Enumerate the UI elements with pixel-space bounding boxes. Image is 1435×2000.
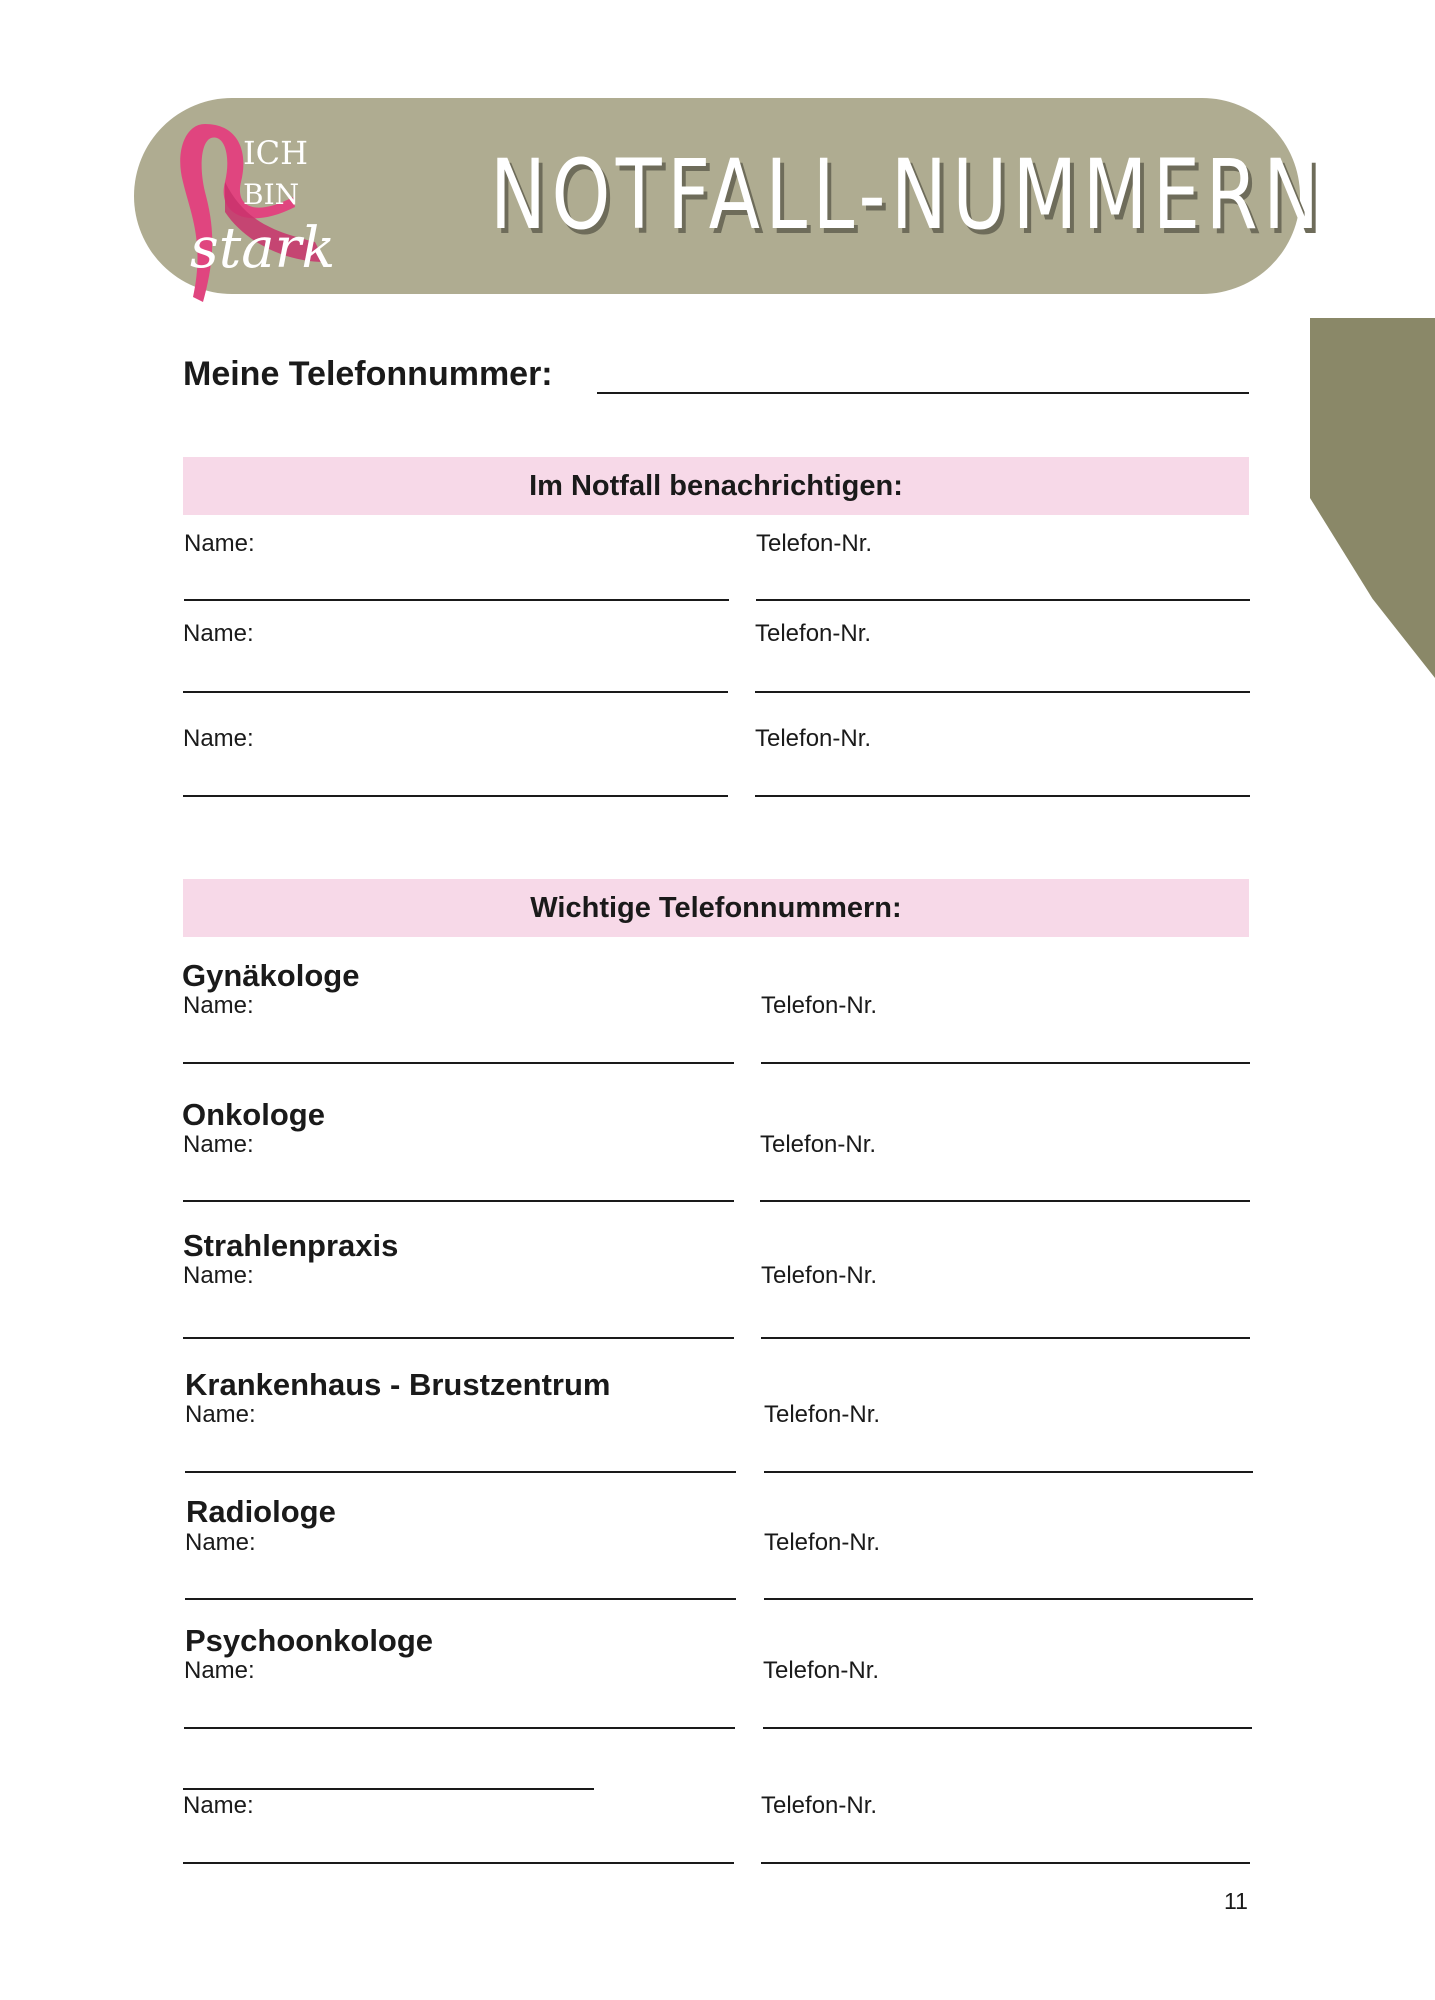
emergency-phone-line[interactable] (756, 599, 1250, 601)
entry-phone-line[interactable] (760, 1200, 1250, 1202)
entry-name-label: Name: (184, 1657, 255, 1684)
emergency-name-line[interactable] (183, 691, 728, 693)
logo-line3: stark (190, 216, 336, 281)
entry-name-label: Name: (183, 1792, 254, 1819)
emergency-phone-line[interactable] (755, 795, 1250, 797)
entry-phone-line[interactable] (764, 1598, 1253, 1600)
category-title: Krankenhaus - Brustzentrum (185, 1367, 611, 1402)
entry-name-label: Name: (183, 1131, 254, 1158)
entry-name-line[interactable] (183, 1200, 734, 1202)
entry-name-line[interactable] (184, 1727, 735, 1729)
emergency-phone-label: Telefon-Nr. (755, 620, 872, 647)
emergency-heading: Im Notfall benachrichtigen: (183, 457, 1249, 515)
entry-phone-label: Telefon-Nr. (760, 1131, 877, 1158)
entry-phone-label: Telefon-Nr. (761, 992, 878, 1019)
entry-phone-label: Telefon-Nr. (764, 1401, 881, 1428)
page-title: NOTFALL-NUMMERN (490, 139, 1325, 251)
entry-phone-line[interactable] (763, 1727, 1252, 1729)
entry-phone-label: Telefon-Nr. (761, 1792, 878, 1819)
ribbon-logo (165, 112, 365, 312)
entry-phone-line[interactable] (761, 1862, 1250, 1864)
category-title: Radiologe (186, 1494, 336, 1529)
my-phone-input-line[interactable] (597, 392, 1249, 394)
entry-name-label: Name: (183, 992, 254, 1019)
emergency-phone-line[interactable] (755, 691, 1250, 693)
entry-name-line[interactable] (185, 1598, 736, 1600)
entry-phone-label: Telefon-Nr. (761, 1262, 878, 1289)
entry-name-line[interactable] (183, 1862, 734, 1864)
emergency-name-line[interactable] (183, 795, 728, 797)
category-title: Strahlenpraxis (183, 1228, 399, 1263)
logo-line1: ICH (243, 134, 309, 172)
entry-name-label: Name: (185, 1401, 256, 1428)
emergency-name-label: Name: (183, 725, 254, 752)
entry-phone-line[interactable] (761, 1337, 1250, 1339)
entry-name-line[interactable] (183, 1337, 734, 1339)
my-phone-label: Meine Telefonnummer: (183, 355, 553, 393)
category-title: Onkologe (182, 1097, 325, 1132)
emergency-phone-label: Telefon-Nr. (756, 530, 873, 557)
side-tab (1310, 318, 1435, 678)
emergency-phone-label: Telefon-Nr. (755, 725, 872, 752)
emergency-name-label: Name: (184, 530, 255, 557)
logo-line2: BIN (243, 178, 300, 211)
category-title: Gynäkologe (182, 958, 360, 993)
entry-phone-line[interactable] (764, 1471, 1253, 1473)
entry-name-line[interactable] (185, 1471, 736, 1473)
entry-phone-line[interactable] (761, 1062, 1250, 1064)
entry-name-line[interactable] (183, 1062, 734, 1064)
emergency-name-line[interactable] (184, 599, 729, 601)
entry-phone-label: Telefon-Nr. (763, 1657, 880, 1684)
entry-phone-label: Telefon-Nr. (764, 1529, 881, 1556)
entry-name-label: Name: (185, 1529, 256, 1556)
custom-category-line[interactable] (183, 1788, 594, 1790)
emergency-name-label: Name: (183, 620, 254, 647)
page-number: 11 (1224, 1888, 1248, 1914)
entry-name-label: Name: (183, 1262, 254, 1289)
category-title: Psychoonkologe (185, 1623, 434, 1658)
important-heading: Wichtige Telefonnummern: (183, 879, 1249, 937)
